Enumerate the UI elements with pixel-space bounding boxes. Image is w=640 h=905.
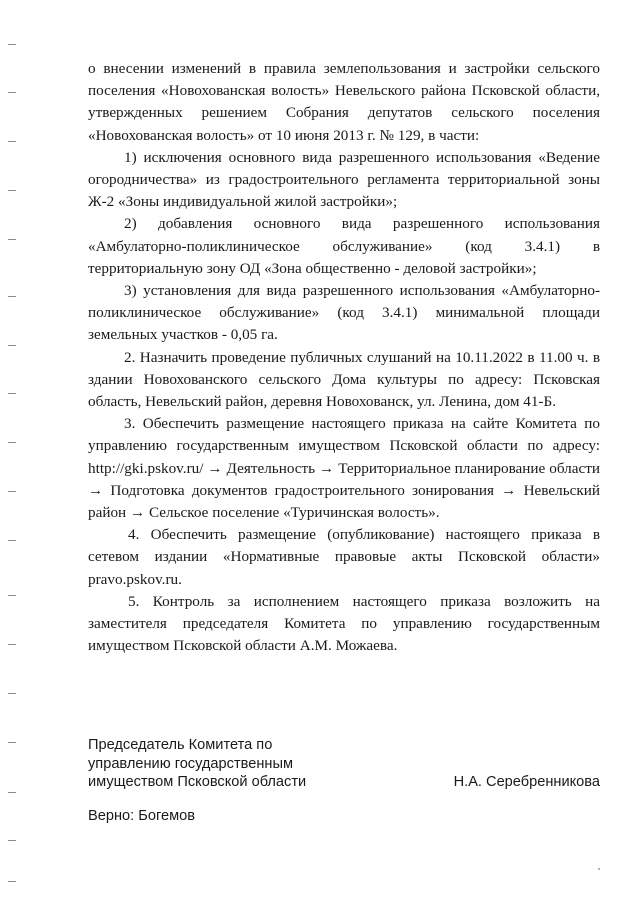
margin-mark (8, 393, 16, 394)
margin-mark (8, 491, 16, 492)
margin-mark (8, 141, 16, 142)
margin-mark (8, 693, 16, 694)
margin-mark (8, 644, 16, 645)
scan-speck (598, 868, 600, 870)
margin-mark (8, 595, 16, 596)
certification-note: Верно: Богемов (88, 808, 195, 824)
signature-title-line: управлению государственным (88, 755, 293, 772)
margin-mark (8, 296, 16, 297)
margin-mark (8, 44, 16, 45)
margin-mark (8, 840, 16, 841)
margin-mark (8, 792, 16, 793)
margin-mark (8, 239, 16, 240)
paragraph: о внесении изменений в правила землепользования и застройки сельского поселения «Новохованская волость» Невельского района Псковской области, утвержденных решением Собрания депутатов сельского поселения «Новохованская волость» от 10 июня 2013 г. № 129, в части: (88, 60, 600, 144)
margin-mark (8, 540, 16, 541)
signature-title-line: Председатель Комитета по (88, 737, 273, 753)
paragraph: 3) установления для вида разрешенного использования «Амбулаторно-поликлиническое обслуживание» (код 3.4.1) минимальной площади земельных участков - 0,05 га. (88, 282, 600, 344)
margin-mark (8, 92, 16, 93)
paragraph: 1) исключения основного вида разрешенного использования «Ведение огородничества» из градостроительного регламента территориальной зоны Ж-2 «Зоны индивидуальной жилой застройки»; (88, 148, 600, 211)
margin-mark (8, 881, 16, 882)
signer-name: Н.А. Серебренникова (453, 774, 600, 791)
paragraph: 2. Назначить проведение публичных слушаний на 10.11.2022 в 11.00 ч. в здании Новохованского сельского Дома культуры по адресу: Псковская область, Невельский район, деревня Новохованск, ул. Ленина, дом 41-Б. (88, 348, 600, 411)
document-body (88, 58, 600, 657)
signature-block (88, 736, 600, 792)
paragraph: 2) добавления основного вида разрешенного использования «Амбулаторно-поликлиническое обслуживание» (код 3.4.1) в территориальную зону ОД «Зона общественно - деловой застройки»; (88, 215, 600, 277)
margin-mark (8, 742, 16, 743)
paragraph: 4. Обеспечить размещение (опубликование) настоящего приказа в сетевом издании «Нормативные правовые акты Псковской области» pravo.pskov.ru. (88, 526, 600, 588)
signature-title-line: имуществом Псковской области (88, 774, 307, 791)
paragraph: 5. Контроль за исполнением настоящего приказа возложить на заместителя председателя Комитета по управлению государственным имуществом Псковской области А.М. Можаева. (88, 592, 600, 655)
paragraph: 3. Обеспечить размещение настоящего приказа на сайте Комитета по управлению государственным имуществом Псковской области по адресу: http://gki.pskov.ru/ → Деятельность → Территориальное планирование области → Подготовка документов градостроительного зонирования → Невельский район → Сельское поселение «Туричинская волость». (88, 415, 600, 522)
margin-mark (8, 190, 16, 191)
margin-mark (8, 345, 16, 346)
margin-mark (8, 442, 16, 443)
